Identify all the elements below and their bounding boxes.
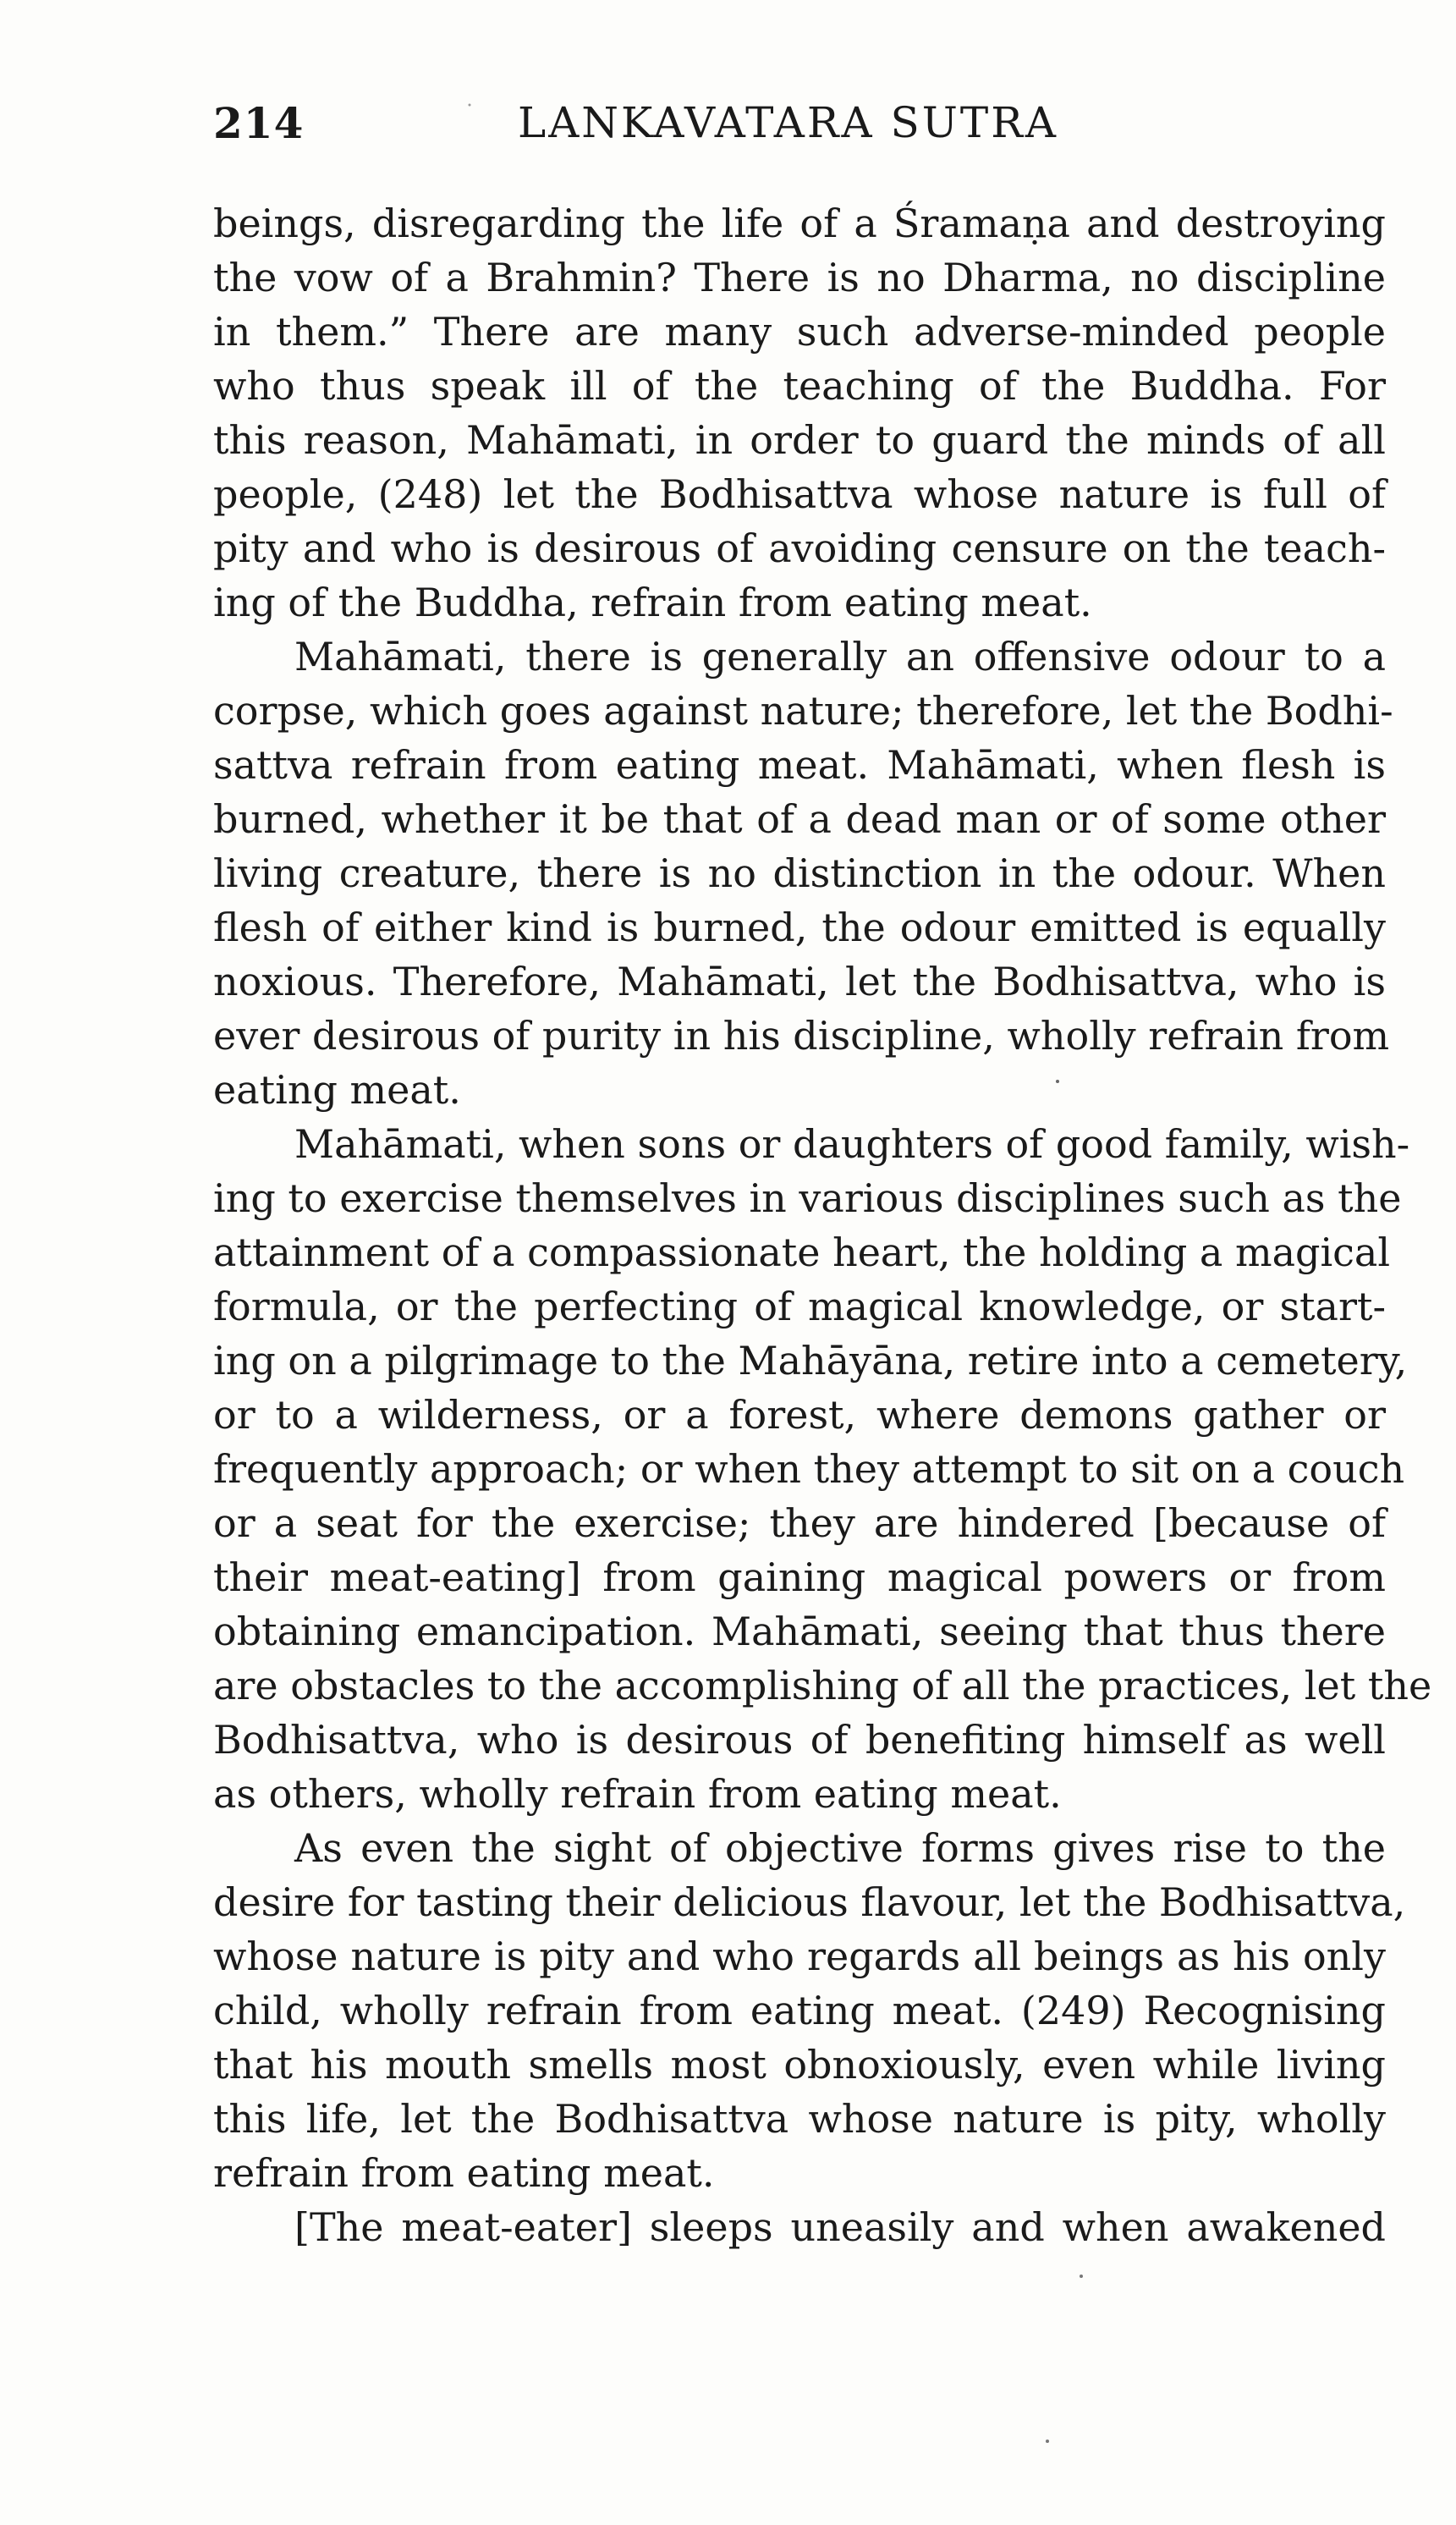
ink-speck xyxy=(1046,2440,1049,2443)
text-line: pity and who is desirous of avoiding censure on the teach- xyxy=(213,525,1386,571)
text-line: eating meat. xyxy=(213,1067,461,1113)
text-line: burned, whether it be that of a dead man or of some other xyxy=(213,796,1386,842)
text-line: desire for tasting their delicious flavour, let the Bodhisattva, xyxy=(213,1879,1406,1925)
text-line: or a seat for the exercise; they are hindered [because of xyxy=(213,1500,1386,1546)
text-line: refrain from eating meat. xyxy=(213,2150,715,2196)
text-line: sattva refrain from eating meat. Mahāmati, when flesh is xyxy=(213,742,1386,788)
text-line: beings, disregarding the life of a Śramaṇa and destroying xyxy=(213,201,1386,246)
page-header xyxy=(213,91,1386,159)
text-line: noxious. Therefore, Mahāmati, let the Bodhisattva, who is xyxy=(213,959,1386,1004)
text-line: As even the sight of objective forms gives rise to the xyxy=(294,1825,1386,1871)
text-line: who thus speak ill of the teaching of the Buddha. For xyxy=(213,363,1386,409)
text-line: frequently approach; or when they attempt to sit on a couch xyxy=(213,1446,1405,1492)
text-line: corpse, which goes against nature; therefore, let the Bodhi- xyxy=(213,688,1393,734)
text-line: people, (248) let the Bodhisattva whose nature is full of xyxy=(213,471,1386,517)
text-line: this reason, Mahāmati, in order to guard the minds of all xyxy=(213,417,1386,463)
running-title: LANKAVATARA SUTRA xyxy=(518,98,1058,147)
text-line: their meat-eating] from gaining magical powers or from xyxy=(213,1554,1386,1600)
page-number: 214 xyxy=(213,98,305,148)
text-line: attainment of a compassionate heart, the holding a magical xyxy=(213,1229,1391,1275)
body-text xyxy=(213,196,1432,2254)
text-line: in them.” There are many such adverse-minded people xyxy=(213,309,1386,355)
text-line: formula, or the perfecting of magical knowledge, or start- xyxy=(213,1284,1386,1329)
text-line: Bodhisattva, who is desirous of benefiting himself as well xyxy=(213,1717,1386,1763)
text-line: living creature, there is no distinction in the odour. When xyxy=(213,850,1386,896)
text-line: ever desirous of purity in his discipline, wholly refrain from xyxy=(213,1013,1390,1059)
text-line: whose nature is pity and who regards all beings as his only xyxy=(213,1934,1386,1979)
text-line: or to a wilderness, or a forest, where demons gather or xyxy=(213,1392,1386,1438)
text-line: Mahāmati, there is generally an offensive odour to a xyxy=(294,634,1386,679)
text-line: are obstacles to the accomplishing of all the practices, let the xyxy=(213,1663,1432,1708)
text-line: this life, let the Bodhisattva whose nature is pity, wholly xyxy=(213,2096,1386,2142)
text-line: ing of the Buddha, refrain from eating meat. xyxy=(213,580,1092,625)
text-line: ing to exercise themselves in various disciplines such as the xyxy=(213,1175,1402,1221)
text-line: flesh of either kind is burned, the odour emitted is equally xyxy=(213,905,1386,950)
text-line: the vow of a Brahmin? There is no Dharma, no discipline xyxy=(213,255,1386,300)
text-line: Mahāmati, when sons or daughters of good family, wish- xyxy=(294,1121,1410,1167)
text-line: as others, wholly refrain from eating meat. xyxy=(213,1771,1062,1817)
text-line: obtaining emancipation. Mahāmati, seeing that thus there xyxy=(213,1609,1386,1654)
text-line: child, wholly refrain from eating meat. (249) Recognising xyxy=(213,1988,1386,2033)
text-line: ing on a pilgrimage to the Mahāyāna, retire into a cemetery, xyxy=(213,1338,1408,1384)
ink-speck xyxy=(1080,2275,1083,2278)
text-line: [The meat-eater] sleeps uneasily and when awakened xyxy=(294,2204,1386,2250)
text-line: that his mouth smells most obnoxiously, even while living xyxy=(213,2042,1386,2088)
